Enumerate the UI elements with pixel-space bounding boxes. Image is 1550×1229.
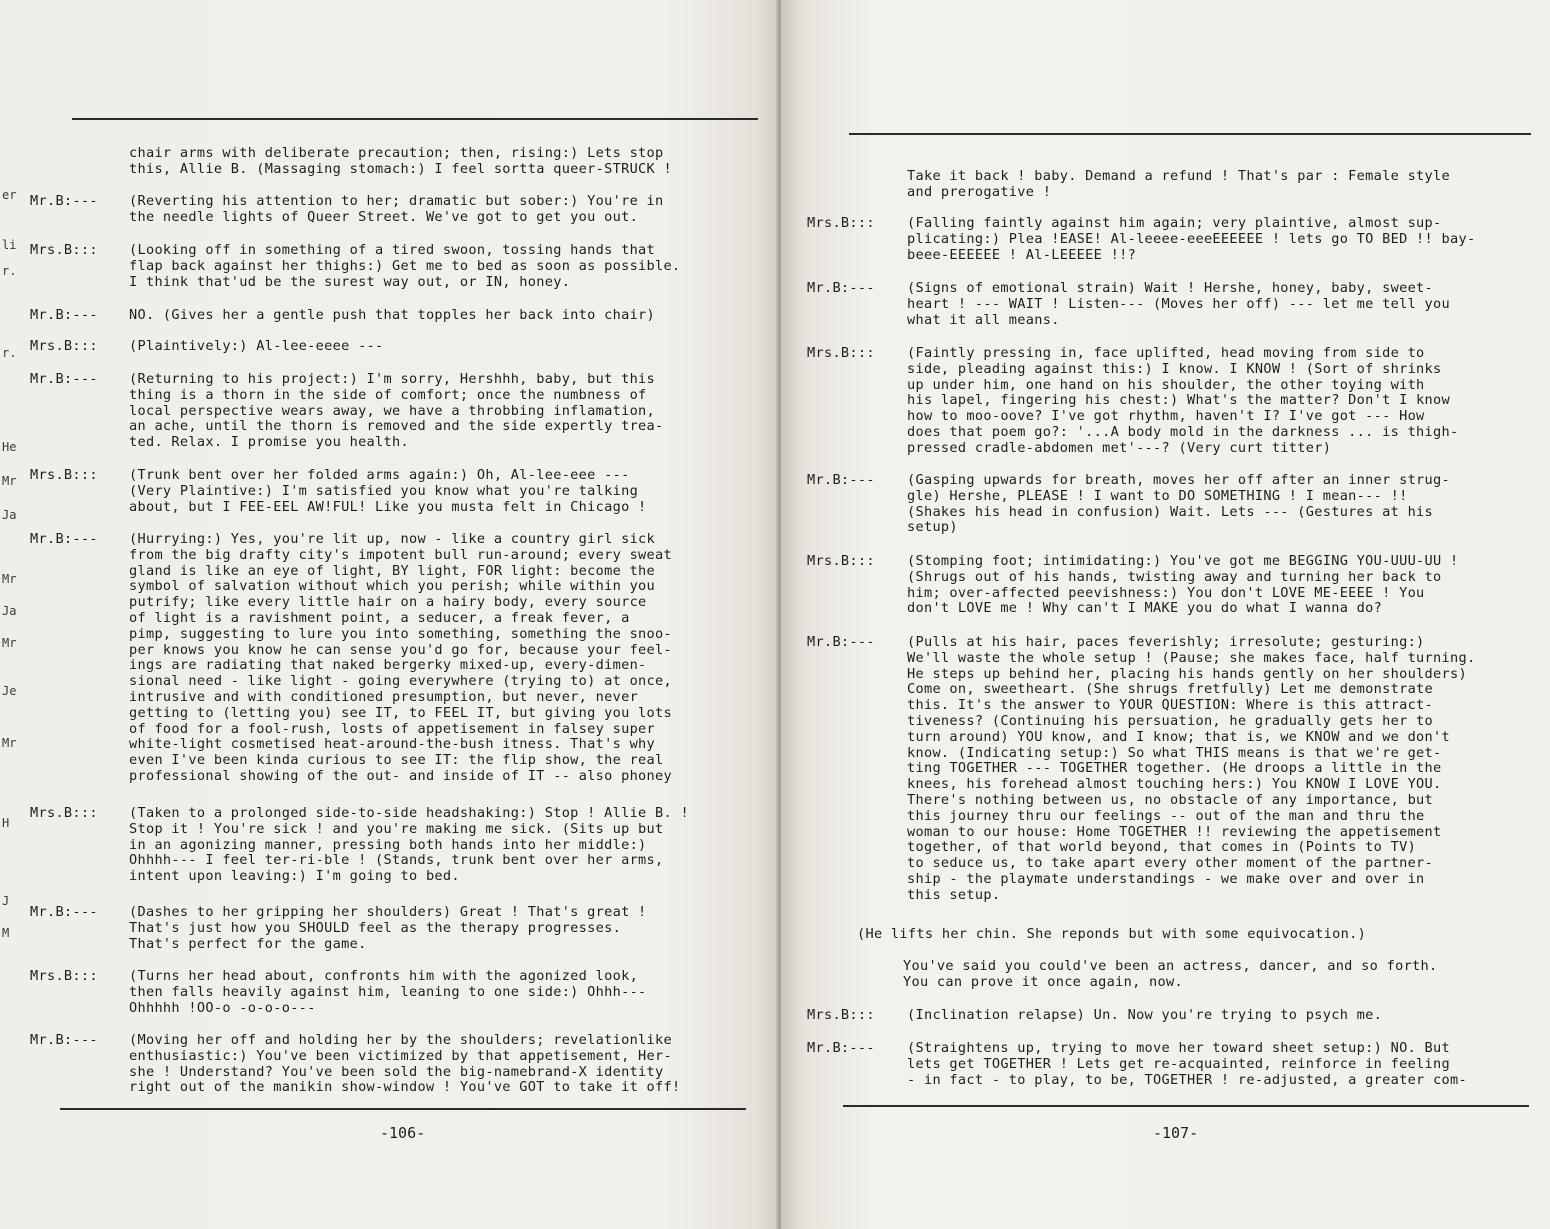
dialogue-text: NO. (Gives her a gentle push that topples her back into chair) <box>129 307 656 323</box>
right-page <box>781 0 1550 1229</box>
top-rule <box>72 118 758 120</box>
speaker-label: Mr.B:--- <box>30 904 98 920</box>
stage-direction: (He lifts her chin. She reponds but with some equivocation.) <box>857 926 1367 942</box>
bleed-through-margin <box>0 0 28 1229</box>
margin-fragment: Mr <box>2 572 17 586</box>
speaker-label: Mrs.B::: <box>807 345 875 361</box>
margin-fragment: Ja <box>2 508 17 522</box>
speaker-label: Mrs.B::: <box>807 553 875 569</box>
margin-fragment: r. <box>2 346 17 360</box>
bottom-rule <box>60 1108 746 1110</box>
speaker-label: Mr.B:--- <box>807 1040 875 1056</box>
speaker-label: Mr.B:--- <box>807 280 875 296</box>
speaker-label: Mr.B:--- <box>30 371 98 387</box>
speaker-label: Mrs.B::: <box>30 338 98 354</box>
page-number: -106- <box>380 1124 426 1142</box>
bottom-rule <box>843 1105 1529 1107</box>
dialogue-text: (Stomping foot; intimidating:) You've got me BEGGING YOU-UUU-UU ! (Shrugs out of his hands, twisting away and turning her back to him; over-affected peevishness:) You don't LOVE ME-EEEE ! You don't LOVE me ! Why can't I MAKE you do what I wanna do? <box>907 553 1459 617</box>
dialogue-text: (Falling faintly against him again; very plaintive, almost sup- plicating:) Plea !EASE! Al-leeee-eeeEEEEEE ! lets go TO BED !! bay- beee-EEEEEE ! Al-LEEEEE !!? <box>907 215 1476 263</box>
dialogue-text: (Straightens up, trying to move her toward sheet setup:) NO. But lets get TOGETHER ! Lets get re-acquainted, reinforce in feeling - in fact - to play, to be, TOGETHER ! re-adjusted, a greater com- <box>907 1040 1467 1088</box>
dialogue-text: (Trunk bent over her folded arms again:) Oh, Al-lee-eee --- (Very Plaintive:) I'm satisfied you know what you're talking about, but I FEE-EEL AW!FUL! Like you musta felt in Chicago ! <box>129 467 647 515</box>
dialogue-text: (Gasping upwards for breath, moves her off after an inner strug- gle) Hershe, PLEASE ! I want to DO SOMETHING ! I mean--- !! (Shakes his head in confusion) Wait. Lets --- (Gestures at his setup) <box>907 472 1450 536</box>
margin-fragment: Mr <box>2 636 17 650</box>
speaker-label: Mr.B:--- <box>807 634 875 650</box>
speaker-label: Mr.B:--- <box>807 472 875 488</box>
dialogue-text: Take it back ! baby. Demand a refund ! That's par : Female style and prerogative ! <box>907 168 1450 200</box>
speaker-label: Mr.B:--- <box>30 307 98 323</box>
dialogue-text: (Returning to his project:) I'm sorry, Hershhh, baby, but this thing is a thorn in the side of comfort; once the numbness of local perspective wears away, we have a throbbing inflamation, an ache, until the thorn is removed and the side expertly trea- ted. Relax. I promise you health. <box>129 371 664 451</box>
margin-fragment: H <box>2 816 10 830</box>
dialogue-text: You've said you could've been an actress, dancer, and so forth. You can prove it once again, now. <box>903 958 1438 990</box>
margin-fragment: M <box>2 926 10 940</box>
margin-fragment: Ja <box>2 604 17 618</box>
margin-fragment: r. <box>2 264 17 278</box>
speaker-label: Mrs.B::: <box>30 467 98 483</box>
dialogue-text: (Hurrying:) Yes, you're lit up, now - like a country girl sick from the big drafty city's impotent bull run-around; every sweat gland is like an eye of light, BY light, FOR light: become the symbol of salvation without which you perish; while within you putrify; like every little hair on a hairy body, every source of light is a ravishment point, a seducer, a freak fever, a pimp, suggesting to lure you into something, something the snoo- per knows you know he can sense you'd go for, because your feel- ings are radiating that naked bergerky mixed-up, every-dimen- sional need - like light - going everywhere (trying to) at once, intrusive and with conditioned presumption, but never, never getting to (letting you) see IT, to FEEL IT, but giving you lots of food for a fool-rush, losts of appetisement in falsey super white-light cosmetised heat-around-the-bush itness. That's why even I've been kinda curious to see IT: the flip show, the real professional showing of the out- and inside of IT -- also phoney <box>129 531 672 784</box>
margin-fragment: er <box>2 188 17 202</box>
dialogue-text: (Moving her off and holding her by the shoulders; revelationlike enthusiastic:) You've been victimized by that appetisement, Her- she ! Understand? You've been sold the big-namebrand-X identity right out of the manikin show-window ! You've GOT to take it off! <box>129 1032 681 1096</box>
margin-fragment: li <box>2 238 17 252</box>
top-rule <box>849 133 1531 135</box>
dialogue-text: (Looking off in something of a tired swoon, tossing hands that flap back against her thighs:) Get me to bed as soon as possible. I think that'ud be the surest way out, or IN, honey. <box>129 242 681 290</box>
dialogue-text: chair arms with deliberate precaution; then, rising:) Lets stop this, Allie B. (Massaging stomach:) I feel sortta queer-STRUCK ! <box>129 145 672 177</box>
dialogue-text: (Reverting his attention to her; dramatic but sober:) You're in the needle lights of Queer Street. We've got to get you out. <box>129 193 664 225</box>
margin-fragment: He <box>2 440 17 454</box>
page-number: -107- <box>1153 1124 1199 1142</box>
speaker-label: Mrs.B::: <box>30 805 98 821</box>
dialogue-text: (Inclination relapse) Un. Now you're trying to psych me. <box>907 1007 1383 1023</box>
dialogue-text: (Taken to a prolonged side-to-side headshaking:) Stop ! Allie B. ! Stop it ! You're sick ! and you're making me sick. (Sits up but in an agonizing manner, pressing both hands into her middle:) Ohhhh--- I feel ter-ri-ble ! (Stands, trunk bent over her arms, intent upon leaving:) I'm going to bed. <box>129 805 689 885</box>
dialogue-text: (Turns her head about, confronts him with the agonized look, then falls heavily against him, leaning to one side:) Ohhh--- Ohhhhh !OO-o -o-o-o--- <box>129 968 647 1016</box>
dialogue-text: (Signs of emotional strain) Wait ! Hershe, honey, baby, sweet- heart ! --- WAIT ! Listen--- (Moves her off) --- let me tell you what it all means. <box>907 280 1450 328</box>
margin-fragment: Mr <box>2 736 17 750</box>
speaker-label: Mr.B:--- <box>30 531 98 547</box>
dialogue-text: (Pulls at his hair, paces feverishly; irresolute; gesturing:) We'll waste the whole setup ! (Pause; she makes face, half turning. He steps up behind her, placing his hands gently on her shoulders) Come on, sweetheart. (She shrugs fretfully) Let me demonstrate this. It's the answer to YOUR QUESTION: Where is this attract- tiveness? (Continuing his persuation, he gradually gets her to turn around) YOU know, and I know; that is, we KNOW and we don't know. (Indicating setup:) So what THIS means is that we're get- ting TOGETHER --- TOGETHER together. (He droops a little in the knees, his forehead almost touching hers:) You KNOW I LOVE YOU. There's nothing between us, no obstacle of any importance, but this journey thru our feelings -- out of the man and thru the woman to our house: Home TOGETHER !! reviewing the appetisement together, of that world beyond, that comes in (Points to TV) to seduce us, to take apart every other moment of the partner- ship - the playmate understandings - we make over and over in this setup. <box>907 634 1476 903</box>
dialogue-text: (Plaintively:) Al-lee-eeee --- <box>129 338 384 354</box>
speaker-label: Mrs.B::: <box>807 215 875 231</box>
dialogue-text: (Faintly pressing in, face uplifted, head moving from side to side, pleading against this:) I know. I KNOW ! (Sort of shrinks up under him, one hand on his shoulder, the other toying with his lapel, fingering his chest:) What's the matter? Don't I know how to moo-oove? I've got rhythm, haven't I? I've got --- How does that poem go?: '...A body mold in the darkness ... is thigh- pressed cradle-abdomen met'---? (Very curt titter) <box>907 345 1459 456</box>
margin-fragment: J <box>2 894 10 908</box>
speaker-label: Mrs.B::: <box>807 1007 875 1023</box>
speaker-label: Mr.B:--- <box>30 1032 98 1048</box>
margin-fragment: Mr <box>2 474 17 488</box>
speaker-label: Mrs.B::: <box>30 242 98 258</box>
speaker-label: Mr.B:--- <box>30 193 98 209</box>
speaker-label: Mrs.B::: <box>30 968 98 984</box>
dialogue-text: (Dashes to her gripping her shoulders) Great ! That's great ! That's just how you SHOULD feel as the therapy progresses. That's perfect for the game. <box>129 904 647 952</box>
margin-fragment: Je <box>2 684 17 698</box>
